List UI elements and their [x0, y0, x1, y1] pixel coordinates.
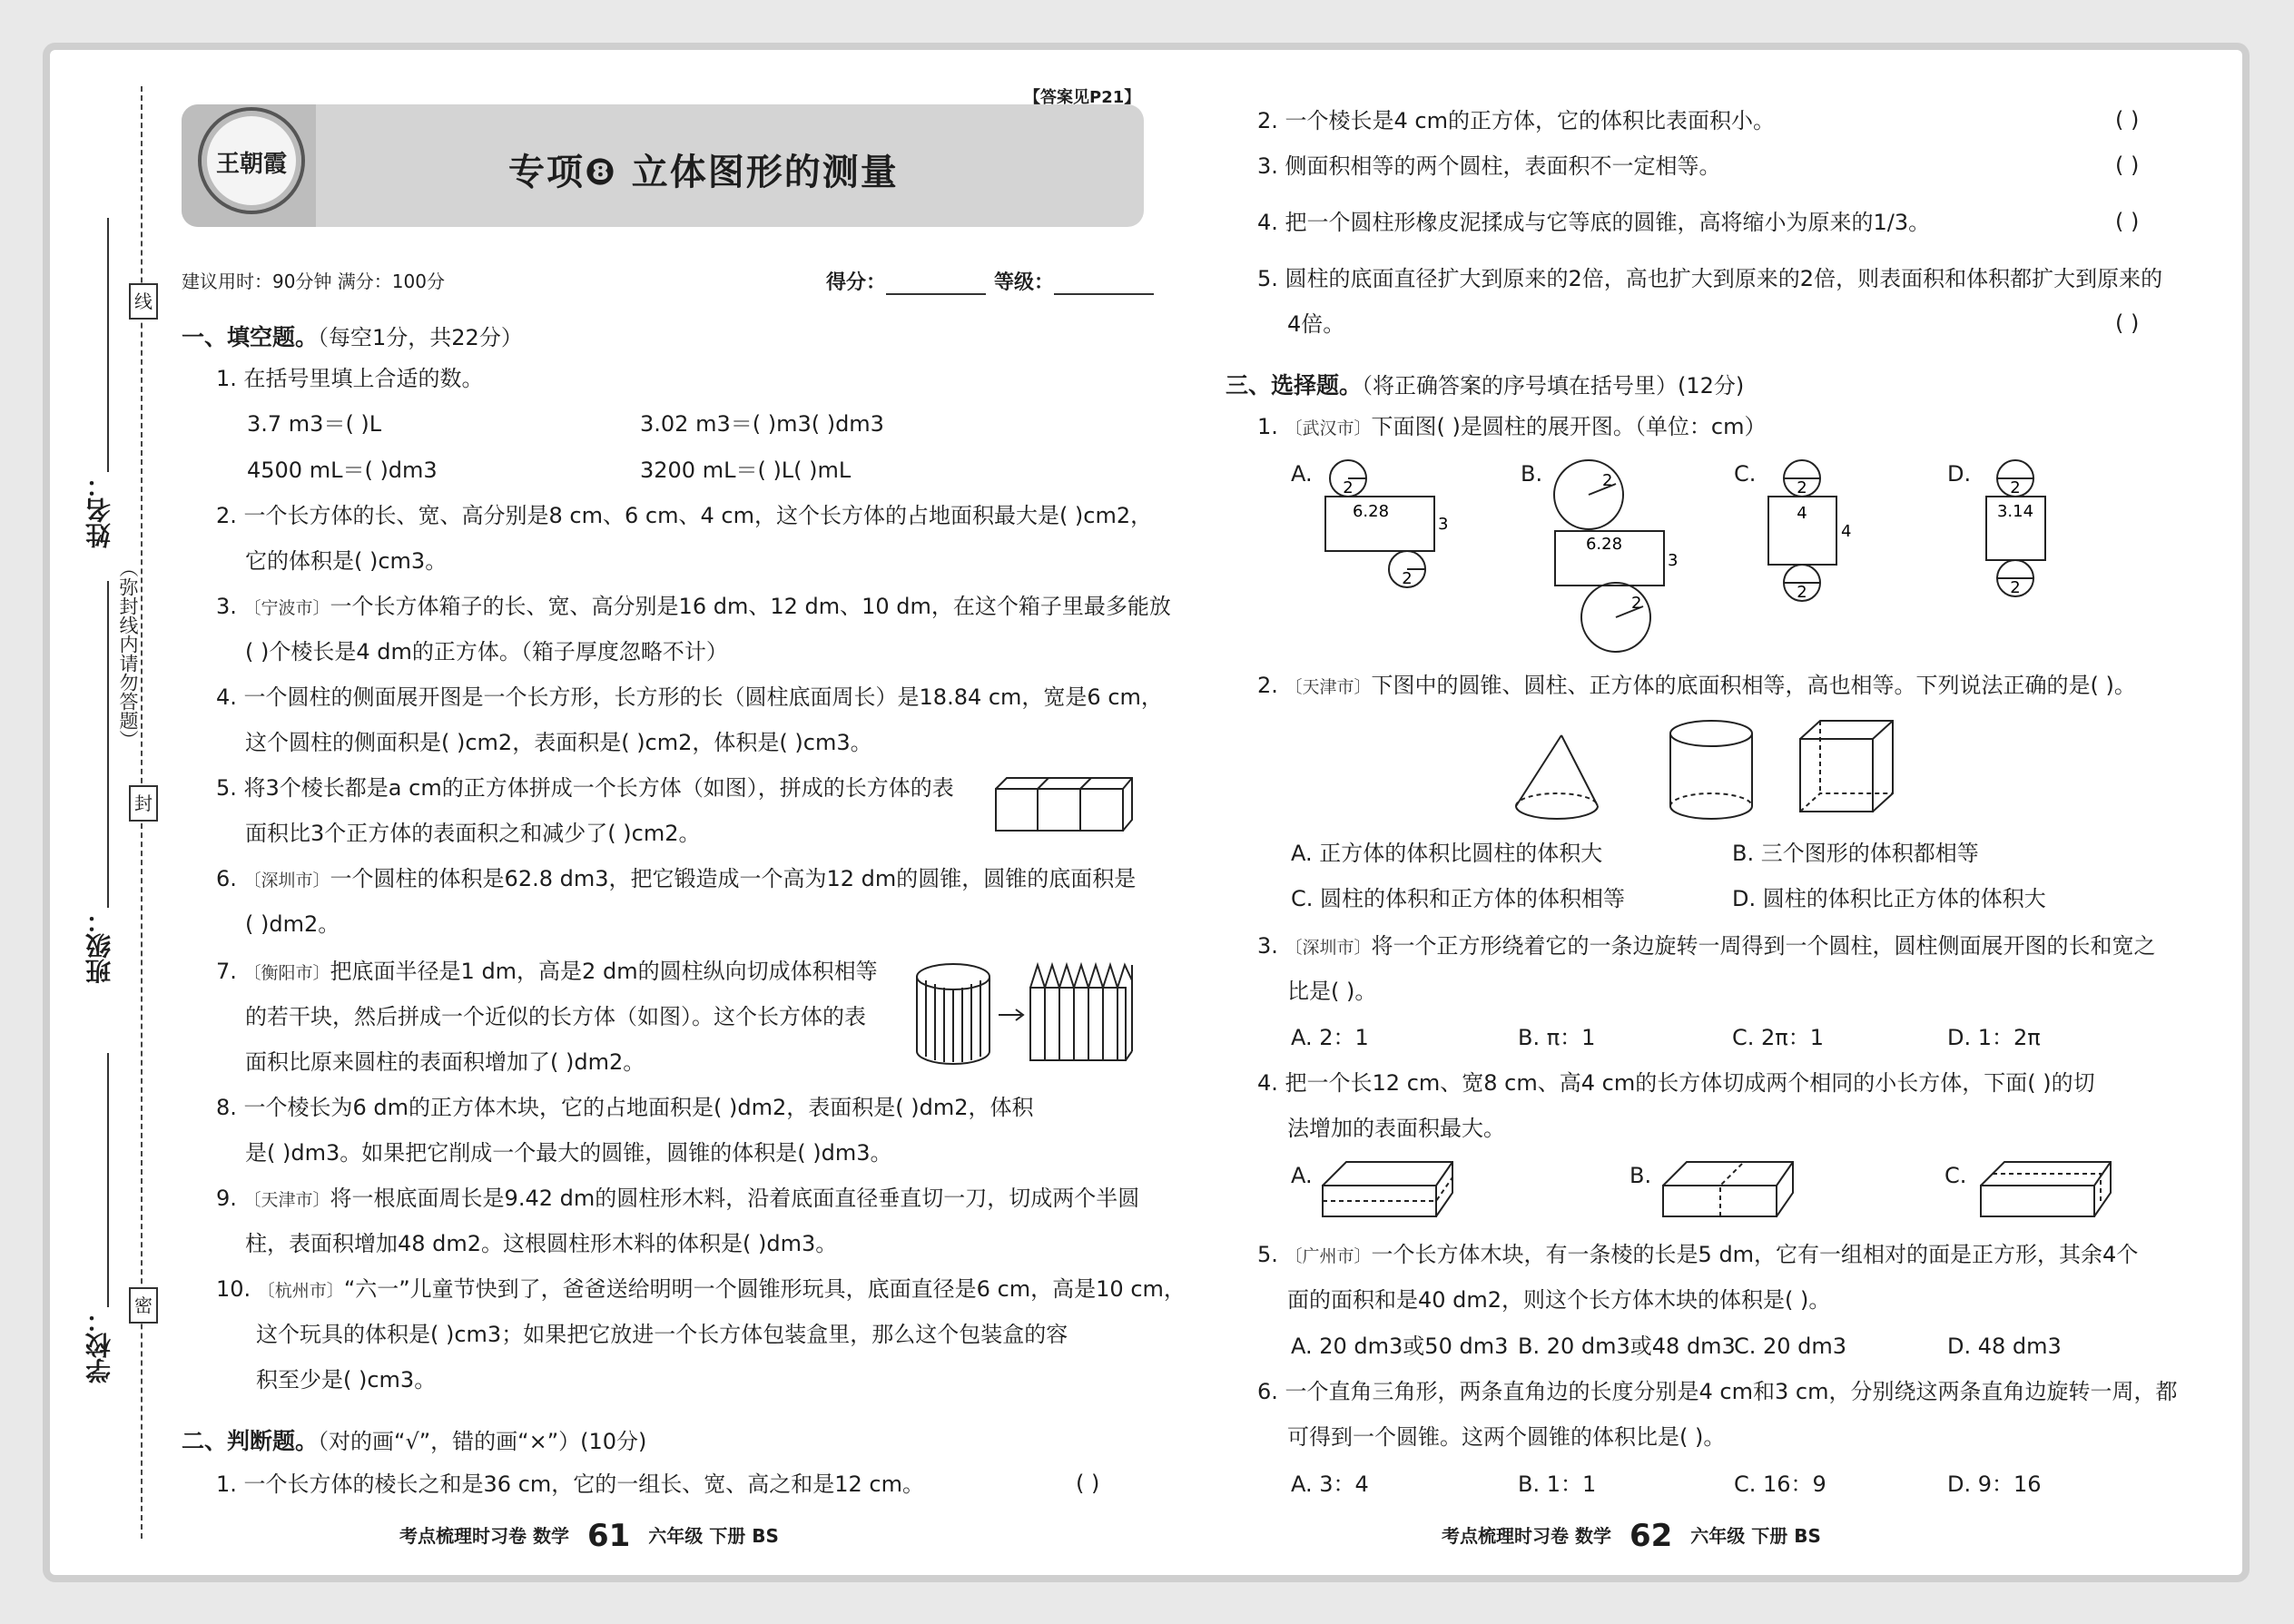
net-b-height: 3: [1668, 551, 1679, 570]
tf-question-4: 4. 把一个圆柱形橡皮泥揉成与它等底的圆锥，高将缩小为原来的1/3。: [1257, 210, 1931, 235]
tf-answer-2[interactable]: ( ): [2115, 107, 2140, 133]
q1-1-blank-b: 3.02 m3＝( )m3( )dm3: [640, 411, 884, 437]
page-title: 专项❽ 立体图形的测量: [508, 152, 899, 193]
footer-left: 考点梳理时习卷 数学 61 六年级 下册 BS: [399, 1518, 779, 1554]
choice-question-6-line1: 6. 一个直角三角形，两条直角边的长度分别是4 cm和3 cm，分别绕这两条直角边旋转一周，都: [1257, 1379, 2178, 1404]
q1-1-blank-d: 3200 mL＝( )L( )mL: [640, 458, 852, 483]
question-1-4-line1: 4. 一个圆柱的侧面展开图是一个长方形，长方形的长（圆柱底面周长）是18.84 cm，宽是6 cm，: [216, 684, 1163, 710]
question-1-2-line2: 它的体积是( )cm3。: [245, 548, 448, 574]
question-1-5-line2: 面积比3个正方体的表面积之和减少了( )cm2。: [245, 821, 701, 846]
choice-question-4-line1: 4. 把一个长12 cm、宽8 cm、高4 cm的长方体切成两个相同的小长方体，下面( )的切: [1257, 1070, 2095, 1096]
choice-6-option-d: D. 9：16: [1947, 1471, 2042, 1497]
choice-1-option-a: A.: [1291, 461, 1313, 487]
net-d-diameter-bottom: 2: [2010, 578, 2021, 597]
cut-figure-a: [1321, 1160, 1457, 1219]
net-figure-c: [1761, 458, 1870, 604]
choice-1-option-d: D.: [1947, 461, 1972, 487]
choice-question-2: 2. 〔天津市〕下图中的圆锥、圆柱、正方体的底面积相等，高也相等。下列说法正确的是( )。: [1257, 673, 2136, 698]
tf-question-2: 2. 一个棱长是4 cm的正方体，它的体积比表面积小。: [1257, 108, 1775, 133]
net-b-radius-top: 2: [1602, 471, 1613, 490]
net-b-radius-bottom: 2: [1631, 594, 1642, 613]
tf-question-1: 1. 一个长方体的棱长之和是36 cm，它的一组长、宽、高之和是12 cm。: [216, 1471, 925, 1497]
tf-answer-4[interactable]: ( ): [2115, 209, 2140, 234]
question-1-10-line2: 这个玩具的体积是( )cm3；如果把它放进一个长方体包装盒里，那么这个包装盒的容: [256, 1322, 1068, 1347]
choice-3-option-d: D. 1：2π: [1947, 1025, 2041, 1050]
choice-question-6-line2: 可得到一个圆锥。这两个圆锥的体积比是( )。: [1287, 1424, 1726, 1450]
answer-reference: 【答案见P21】: [1024, 88, 1141, 107]
school-write-line: [107, 1053, 109, 1307]
choice-question-3-line1: 3. 〔深圳市〕将一个正方形绕着它的一条边旋转一周得到一个圆柱，圆柱侧面展开图的长和宽之: [1257, 933, 2156, 959]
cone-cylinder-cube-figure: [1511, 717, 1911, 824]
name-label: 姓名：: [84, 472, 114, 548]
class-label: 班级：: [84, 908, 114, 984]
net-figure-d: [1979, 458, 2088, 595]
score-field: 得分：: [826, 267, 986, 295]
choice-3-option-a: A. 2：1: [1291, 1025, 1369, 1050]
choice-question-3-line2: 比是( )。: [1287, 979, 1377, 1004]
choice-5-option-d: D. 48 dm3: [1947, 1334, 2062, 1359]
choice-6-option-b: B. 1：1: [1518, 1471, 1597, 1497]
question-1-7-line3: 面积比原来圆柱的表面积增加了( )dm2。: [245, 1049, 645, 1075]
seal-mark-secret: 密: [129, 1287, 158, 1324]
school-label: 学校：: [84, 1307, 114, 1383]
cylinder-to-cuboid-figure: [912, 960, 1139, 1062]
footer-right: 考点梳理时习卷 数学 62 六年级 下册 BS: [1442, 1518, 1821, 1554]
choice-5-option-b: B. 20 dm3或48 dm3: [1518, 1334, 1736, 1359]
brand-logo: 王朝霞: [198, 107, 305, 214]
net-d-length: 3.14: [1996, 502, 2034, 521]
net-a-radius-top: 2: [1343, 478, 1354, 497]
tf-question-5-line2: 4倍。: [1287, 311, 1345, 337]
question-1-6-line2: ( )dm2。: [245, 911, 340, 937]
choice-6-option-c: C. 16：9: [1734, 1471, 1826, 1497]
grade-field: 等级：: [994, 267, 1154, 295]
seal-mark-line: 线: [129, 283, 158, 320]
choice-2-option-c: C. 圆柱的体积和正方体的体积相等: [1291, 886, 1626, 911]
page-number-left: 61: [586, 1518, 631, 1554]
tf-answer-5[interactable]: ( ): [2115, 310, 2140, 336]
choice-5-option-c: C. 20 dm3: [1734, 1334, 1847, 1359]
net-figure-b: [1548, 458, 1679, 654]
question-1-5-line1: 5. 将3个棱长都是a cm的正方体拼成一个长方体（如图），拼成的长方体的表: [216, 775, 954, 801]
question-1-1: 1. 在括号里填上合适的数。: [216, 366, 484, 391]
choice-4-option-b: B.: [1629, 1163, 1652, 1188]
choice-question-4-line2: 法增加的表面积最大。: [1287, 1116, 1505, 1141]
choice-1-option-b: B.: [1521, 461, 1543, 487]
question-1-4-line2: 这个圆柱的侧面积是( )cm2，表面积是( )cm2，体积是( )cm3。: [245, 730, 872, 755]
q1-1-blank-a: 3.7 m3＝( )L: [247, 411, 382, 437]
three-cubes-figure: [994, 776, 1135, 832]
question-1-9-line2: 柱，表面积增加48 dm2。这根圆柱形木料的体积是( )dm3。: [245, 1231, 838, 1256]
tf-question-5-line1: 5. 圆柱的底面直径扩大到原来的2倍，高也扩大到原来的2倍，则表面积和体积都扩大到原来的: [1257, 266, 2163, 291]
question-1-8-line2: 是( )dm3。如果把它削成一个最大的圆锥，圆锥的体积是( )dm3。: [245, 1140, 892, 1166]
section-choice-title: 三、选择题。（将正确答案的序号填在括号里）(12分): [1226, 372, 1745, 399]
choice-4-option-a: A.: [1291, 1163, 1313, 1188]
choice-3-option-c: C. 2π：1: [1732, 1025, 1825, 1050]
choice-4-option-c: C.: [1944, 1163, 1967, 1188]
question-1-7-line2: 的若干块，然后拼成一个近似的长方体（如图）。这个长方体的表: [245, 1004, 866, 1029]
net-figure-a: [1321, 458, 1448, 590]
time-and-score-info: 建议用时：90分钟 满分：100分: [182, 271, 445, 292]
question-1-10-line1: 10. 〔杭州市〕“六一”儿童节快到了，爸爸送给明明一个圆锥形玩具，底面直径是6 cm，高是10 cm，: [216, 1276, 1186, 1302]
question-1-8-line1: 8. 一个棱长为6 dm的正方体木块，它的占地面积是( )dm2，表面积是( )dm2，体积: [216, 1095, 1034, 1120]
tf-question-3: 3. 侧面积相等的两个圆柱，表面积不一定相等。: [1257, 153, 1721, 179]
class-write-line: [107, 581, 109, 908]
seal-mark-seal: 封: [129, 785, 158, 822]
choice-question-5-line1: 5. 〔广州市〕一个长方体木块，有一条棱的长是5 dm，它有一组相对的面是正方形，其余4个: [1257, 1242, 2139, 1267]
net-c-height: 4: [1841, 522, 1852, 541]
binding-note: （弥封线内请勿答题）: [117, 558, 139, 749]
net-d-diameter-top: 2: [2010, 478, 2021, 497]
net-a-radius-bottom: 2: [1402, 569, 1413, 588]
choice-question-5-line2: 面的面积和是40 dm2，则这个长方体木块的体积是( )。: [1287, 1287, 1831, 1313]
section-true-false-title: 二、判断题。（对的画“√”，错的画“×”）(10分): [182, 1428, 647, 1454]
question-1-2-line1: 2. 一个长方体的长、宽、高分别是8 cm、6 cm、4 cm，这个长方体的占地面积最大是( )cm2，: [216, 503, 1153, 528]
name-write-line: [107, 218, 109, 472]
choice-1-option-c: C.: [1734, 461, 1757, 487]
question-1-3-line1: 3. 〔宁波市〕一个长方体箱子的长、宽、高分别是16 dm、12 dm、10 dm，在这个箱子里最多能放: [216, 594, 1171, 619]
net-c-diameter-top: 2: [1797, 478, 1807, 497]
q1-1-blank-c: 4500 mL＝( )dm3: [247, 458, 438, 483]
tf-answer-3[interactable]: ( ): [2115, 153, 2140, 178]
net-c-diameter-bottom: 2: [1797, 583, 1807, 602]
question-1-3-line2: ( )个棱长是4 dm的正方体。（箱子厚度忽略不计）: [245, 639, 728, 664]
cut-figure-b: [1661, 1160, 1797, 1219]
question-1-7-line1: 7. 〔衡阳市〕把底面半径是1 dm，高是2 dm的圆柱纵向切成体积相等: [216, 959, 878, 984]
choice-2-option-d: D. 圆柱的体积比正方体的体积大: [1732, 886, 2046, 911]
choice-2-option-b: B. 三个图形的体积都相等: [1732, 841, 1979, 866]
question-1-6-line1: 6. 〔深圳市〕一个圆柱的体积是62.8 dm3，把它锻造成一个高为12 dm的圆锥，圆锥的底面积是: [216, 866, 1137, 891]
tf-answer-1[interactable]: ( ): [1076, 1471, 1100, 1496]
choice-5-option-a: A. 20 dm3或50 dm3: [1291, 1334, 1509, 1359]
question-1-10-line3: 积至少是( )cm3。: [256, 1367, 437, 1393]
net-b-length: 6.28: [1585, 535, 1623, 554]
choice-3-option-b: B. π：1: [1518, 1025, 1596, 1050]
net-c-length: 4: [1797, 504, 1807, 523]
net-a-height: 3: [1438, 515, 1449, 534]
choice-question-1: 1. 〔武汉市〕下面图( )是圆柱的展开图。（单位：cm）: [1257, 414, 1767, 439]
choice-6-option-a: A. 3：4: [1291, 1471, 1369, 1497]
question-1-9-line1: 9. 〔天津市〕将一根底面周长是9.42 dm的圆柱形木料，沿着底面直径垂直切一刀，切成两个半圆: [216, 1186, 1140, 1211]
choice-2-option-a: A. 正方体的体积比圆柱的体积大: [1291, 841, 1603, 866]
section-fill-in-title: 一、填空题。（每空1分，共22分）: [182, 324, 523, 350]
net-a-length: 6.28: [1352, 502, 1390, 521]
cut-figure-c: [1979, 1160, 2115, 1219]
page-number-right: 62: [1629, 1518, 1673, 1554]
